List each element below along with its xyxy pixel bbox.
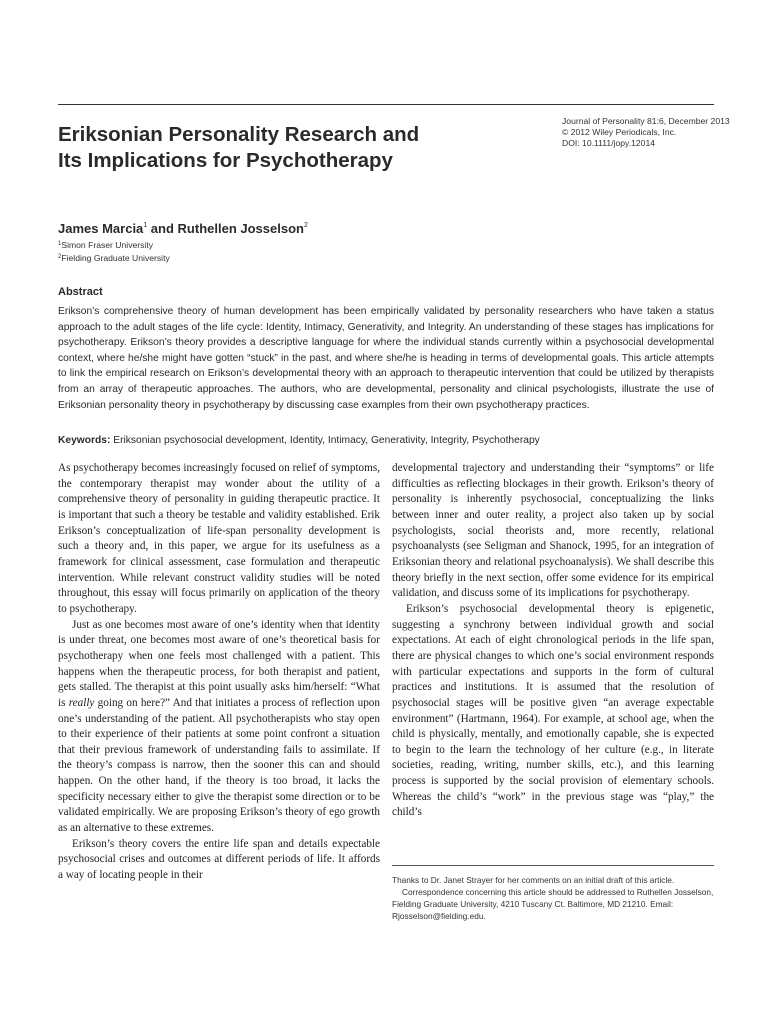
affiliation xyxy=(58,238,170,251)
keywords xyxy=(58,435,714,446)
body-emphasis: really xyxy=(68,696,95,709)
body-column-left xyxy=(58,461,380,884)
footnote-thanks: Thanks to Dr. Janet Strayer for her comments on an initial draft of this article. xyxy=(392,875,675,885)
author-conjunction: and xyxy=(147,221,178,236)
title-line-1: Eriksonian Personality Research and xyxy=(58,123,420,146)
body-paragraph: developmental trajectory and understanding their “symptoms” or life difficulties as reflecting blockages in their growth. Erikson’s theory of personality is inherently psychosocial, conceptualizing the links between inner and outer reality, a project also taken up by social psychologists, social theorists and, more recently, relational psychoanalysts (see Seligman and Shanock, 1995, for an integration of Eriksonian theory and relational psychoanalysis). We shall describe this theory briefly in the next section, offer some evidence for its empirical validation, and discuss some of its implications for psychotherapy. xyxy=(392,462,714,600)
journal-citation: Journal of Personality 81:6, December 2013 xyxy=(562,116,730,126)
affiliation-marker: 2 xyxy=(58,254,62,260)
title-line-2: Its Implications for Psychotherapy xyxy=(58,149,393,172)
author-name: Ruthellen Josselson xyxy=(177,221,304,236)
keywords-label: Keywords: xyxy=(58,435,111,446)
affiliations xyxy=(58,238,170,264)
body-text: going on here?” And that initiates a process of reflection upon one’s understanding of the patient. All psychotherapists who stay open to their experience of their patients at some point confront a situation that their previous framework of understanding fails to assimilate. If the theory’s compass is narrow, then the sooner this can and should happen. On the other hand, if the theory is too broad, it lacks the specificity necessary either to give the therapist some direction or to be validated empirically. We are proposing Erikson’s theory of ego growth as an alternative to these extremes. xyxy=(58,696,380,835)
affiliation xyxy=(58,251,170,264)
affiliation-name: Fielding Graduate University xyxy=(61,253,170,263)
journal-copyright: © 2012 Wiley Periodicals, Inc. xyxy=(562,127,677,137)
affiliation-marker: 2 xyxy=(303,222,308,229)
footnote-rule xyxy=(392,865,714,866)
article-title xyxy=(58,122,538,174)
affiliation-name: Simon Fraser University xyxy=(61,240,154,250)
author-name: James Marcia xyxy=(58,221,144,236)
body-paragraph: Erikson’s psychosocial developmental theory is epigenetic, suggesting a synchrony between individual growth and social expectations. At each of eight chronological periods in the life span, there are physical changes to which one’s social environment responds with particular expectations and supports in the form of cultural practices and institutions. It is assumed that the resolution of psychosocial stages will be positive given “an average expectable environment” (Hartmann, 1964). For example, at school age, when the child is physically, mentally, and emotionally capable, she is expected to begin to the learn the technology of her culture (e.g., in literate societies, reading, writing, number skills, etc.), and this learning process is supported by the social provision of elementary schools. Whereas the child’s “work” in the previous stage was “play,” the child’s xyxy=(392,602,714,819)
journal-doi: DOI: 10.1111/jopy.12014 xyxy=(562,138,656,148)
body-paragraph: As psychotherapy becomes increasingly focused on relief of symptoms, the contemporary therapist may wonder about the utility of a comprehensive theory of personality in guiding therapeutic practice. It is important that such a theory be testable and validity established. Erik Erikson’s conceptualization of life-span personality development is such a theory and, in this paper, we argue for its usefulness as a framework for clinical assessment, case formulation and therapeutic intervention. While relevant construct validity studies will be noted throughout, this essay will focus primarily on application of the theory to psychotherapy. xyxy=(58,462,380,615)
footnote-correspondence: Correspondence concerning this article should be addressed to Ruthellen Josselson, Fielding Graduate University, 4210 Tuscany Ct. Baltimore, MD 21210. Email: Rjosselson@fielding.edu. xyxy=(392,887,714,921)
abstract-heading: Abstract xyxy=(58,286,103,298)
body-text: Just as one becomes most aware of one’s identity when that identity is under threat, one becomes most aware of one’s theoretical basis for psychotherapy when one feels most challenged with a patient. This happens when the therapeutic process, for both therapist and patient, gets stalled. The therapist at this point usually asks him/herself: “What is xyxy=(58,618,380,709)
affiliation-marker: 1 xyxy=(143,222,148,229)
abstract-text: Erikson’s comprehensive theory of human development has been empirically validated by personality researchers who have taken a status approach to the adult stages of the life cycle: Identity, Intimacy, Generativity, and Integrity. An understanding of these stages has implications for psychotherapy. Erikson’s theory provides a descriptive language for where the individual stands currently within a psychosocial developmental context, where he/she might have gotten “stuck” in the past, and where she/he is heading in terms of developmental goals. This article attempts to link the empirical research on Erikson’s developmental theory with an approach to therapeutic intervention that could be utilized by therapists from an array of therapeutic approaches. The authors, who are developmental, personality and clinical psychologists, illustrate the use of Eriksonian personality theory in psychotherapy by discussing case examples from their own psychotherapy practices. xyxy=(58,306,714,411)
keywords-list: Eriksonian psychosocial development, Identity, Intimacy, Generativity, Integrity, Psychotherapy xyxy=(110,435,540,446)
header-rule xyxy=(58,104,714,105)
body-paragraph xyxy=(58,618,380,837)
body-column-right xyxy=(392,461,714,821)
body-paragraph: Erikson’s theory covers the entire life span and details expectable psychosocial crises and outcomes at different periods of life. It affords a way of locating people in their xyxy=(58,837,380,882)
author-list xyxy=(58,221,308,236)
footnotes xyxy=(392,874,714,922)
journal-info xyxy=(562,116,752,149)
affiliation-marker: 1 xyxy=(58,241,62,247)
